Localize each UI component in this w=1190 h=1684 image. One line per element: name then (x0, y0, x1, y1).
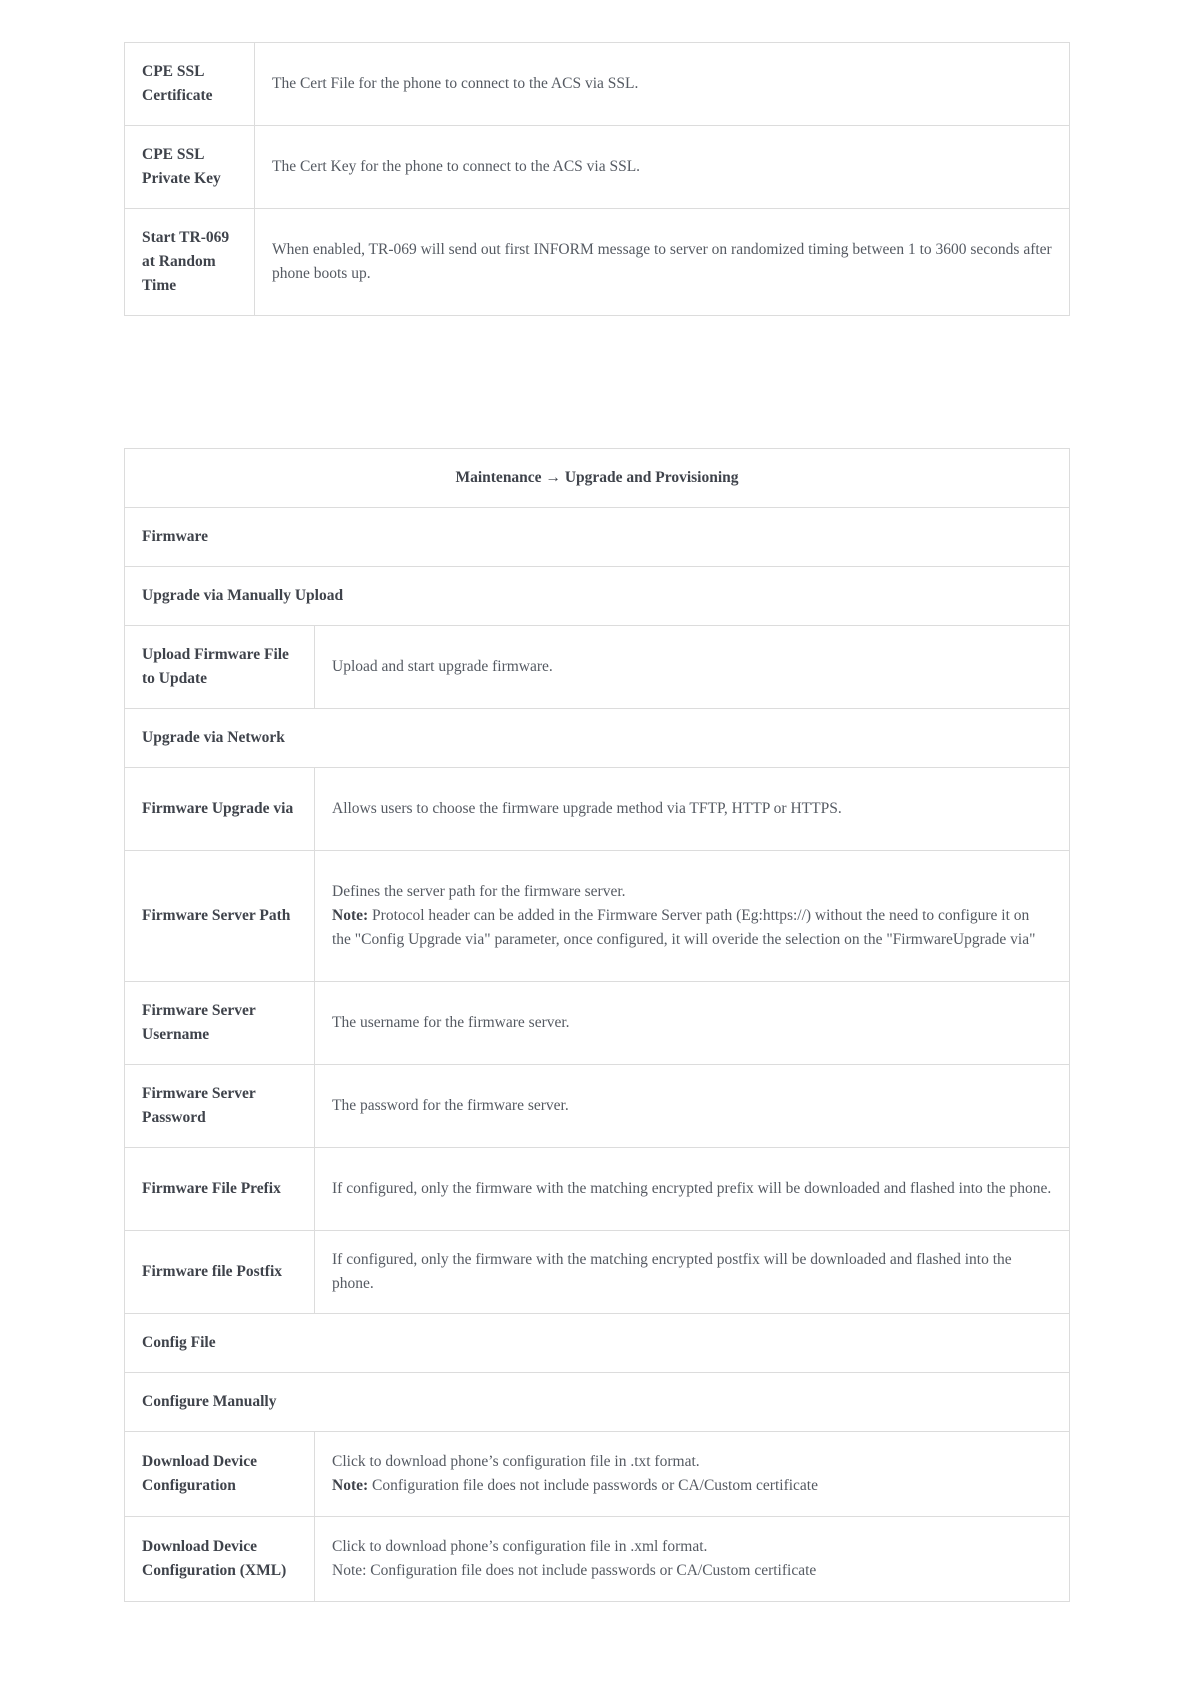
description-line: Click to download phone’s configuration file in .xml format. (332, 1538, 708, 1555)
note-text: Configuration file does not include passwords or CA/Custom certificate (368, 1477, 818, 1494)
note-label: Note: (332, 907, 369, 924)
section-row (125, 1314, 1070, 1373)
note-text: Protocol header can be added in the Firmware Server path (Eg:https://) without the need to configure it on the "Config Upgrade via" parameter, once configured, it will overide the selection on the "FirmwareUpgrade via" (332, 907, 1036, 948)
table-row (125, 1432, 1070, 1517)
table-row (125, 1148, 1070, 1231)
table-header-row (125, 449, 1070, 508)
setting-name: Firmware file Postfix (125, 1231, 315, 1314)
setting-description (315, 1432, 1070, 1517)
setting-name: Upload Firmware File to Update (125, 626, 315, 709)
setting-description: If configured, only the firmware with the matching encrypted prefix will be downloaded and flashed into the phone. (315, 1148, 1070, 1231)
setting-name: Download Device Configuration (XML) (125, 1517, 315, 1602)
setting-description: When enabled, TR-069 will send out first INFORM message to server on randomized timing between 1 to 3600 seconds after phone boots up. (255, 209, 1070, 316)
table-row (125, 1517, 1070, 1602)
table-row (125, 126, 1070, 209)
setting-description: The Cert File for the phone to connect to the ACS via SSL. (255, 43, 1070, 126)
section-row (125, 709, 1070, 768)
table-title: Maintenance → Upgrade and Provisioning (125, 449, 1070, 508)
section-upgrade-manual: Upgrade via Manually Upload (125, 567, 1070, 626)
tr069-settings-table (124, 42, 1070, 316)
setting-description: The username for the firmware server. (315, 982, 1070, 1065)
setting-description: The Cert Key for the phone to connect to the ACS via SSL. (255, 126, 1070, 209)
table-row (125, 626, 1070, 709)
setting-name: Firmware Server Username (125, 982, 315, 1065)
setting-description: Allows users to choose the firmware upgrade method via TFTP, HTTP or HTTPS. (315, 768, 1070, 851)
setting-description (315, 851, 1070, 982)
section-configure-manually: Configure Manually (125, 1373, 1070, 1432)
setting-description: Upload and start upgrade firmware. (315, 626, 1070, 709)
table-row (125, 851, 1070, 982)
setting-name: Firmware Server Password (125, 1065, 315, 1148)
table-row (125, 1231, 1070, 1314)
description-line: Click to download phone’s configuration file in .txt format. (332, 1453, 700, 1470)
section-firmware: Firmware (125, 508, 1070, 567)
section-row (125, 1373, 1070, 1432)
section-upgrade-network: Upgrade via Network (125, 709, 1070, 768)
setting-name: Firmware Upgrade via (125, 768, 315, 851)
setting-name: Firmware Server Path (125, 851, 315, 982)
section-row (125, 508, 1070, 567)
setting-name: Start TR-069 at Random Time (125, 209, 255, 316)
setting-name: Download Device Configuration (125, 1432, 315, 1517)
setting-name: CPE SSL Certificate (125, 43, 255, 126)
table-row (125, 1065, 1070, 1148)
setting-description (315, 1517, 1070, 1602)
section-row (125, 567, 1070, 626)
table-row (125, 43, 1070, 126)
upgrade-provisioning-table (124, 448, 1070, 1602)
setting-description: The password for the firmware server. (315, 1065, 1070, 1148)
setting-name: Firmware File Prefix (125, 1148, 315, 1231)
description-line: Defines the server path for the firmware server. (332, 883, 626, 900)
note-text: Note: Configuration file does not include passwords or CA/Custom certificate (332, 1562, 817, 1579)
section-config-file: Config File (125, 1314, 1070, 1373)
table-row (125, 982, 1070, 1065)
note-label: Note: (332, 1477, 369, 1494)
setting-description: If configured, only the firmware with the matching encrypted postfix will be downloaded and flashed into the phone. (315, 1231, 1070, 1314)
table-row (125, 209, 1070, 316)
table-row (125, 768, 1070, 851)
setting-name: CPE SSL Private Key (125, 126, 255, 209)
